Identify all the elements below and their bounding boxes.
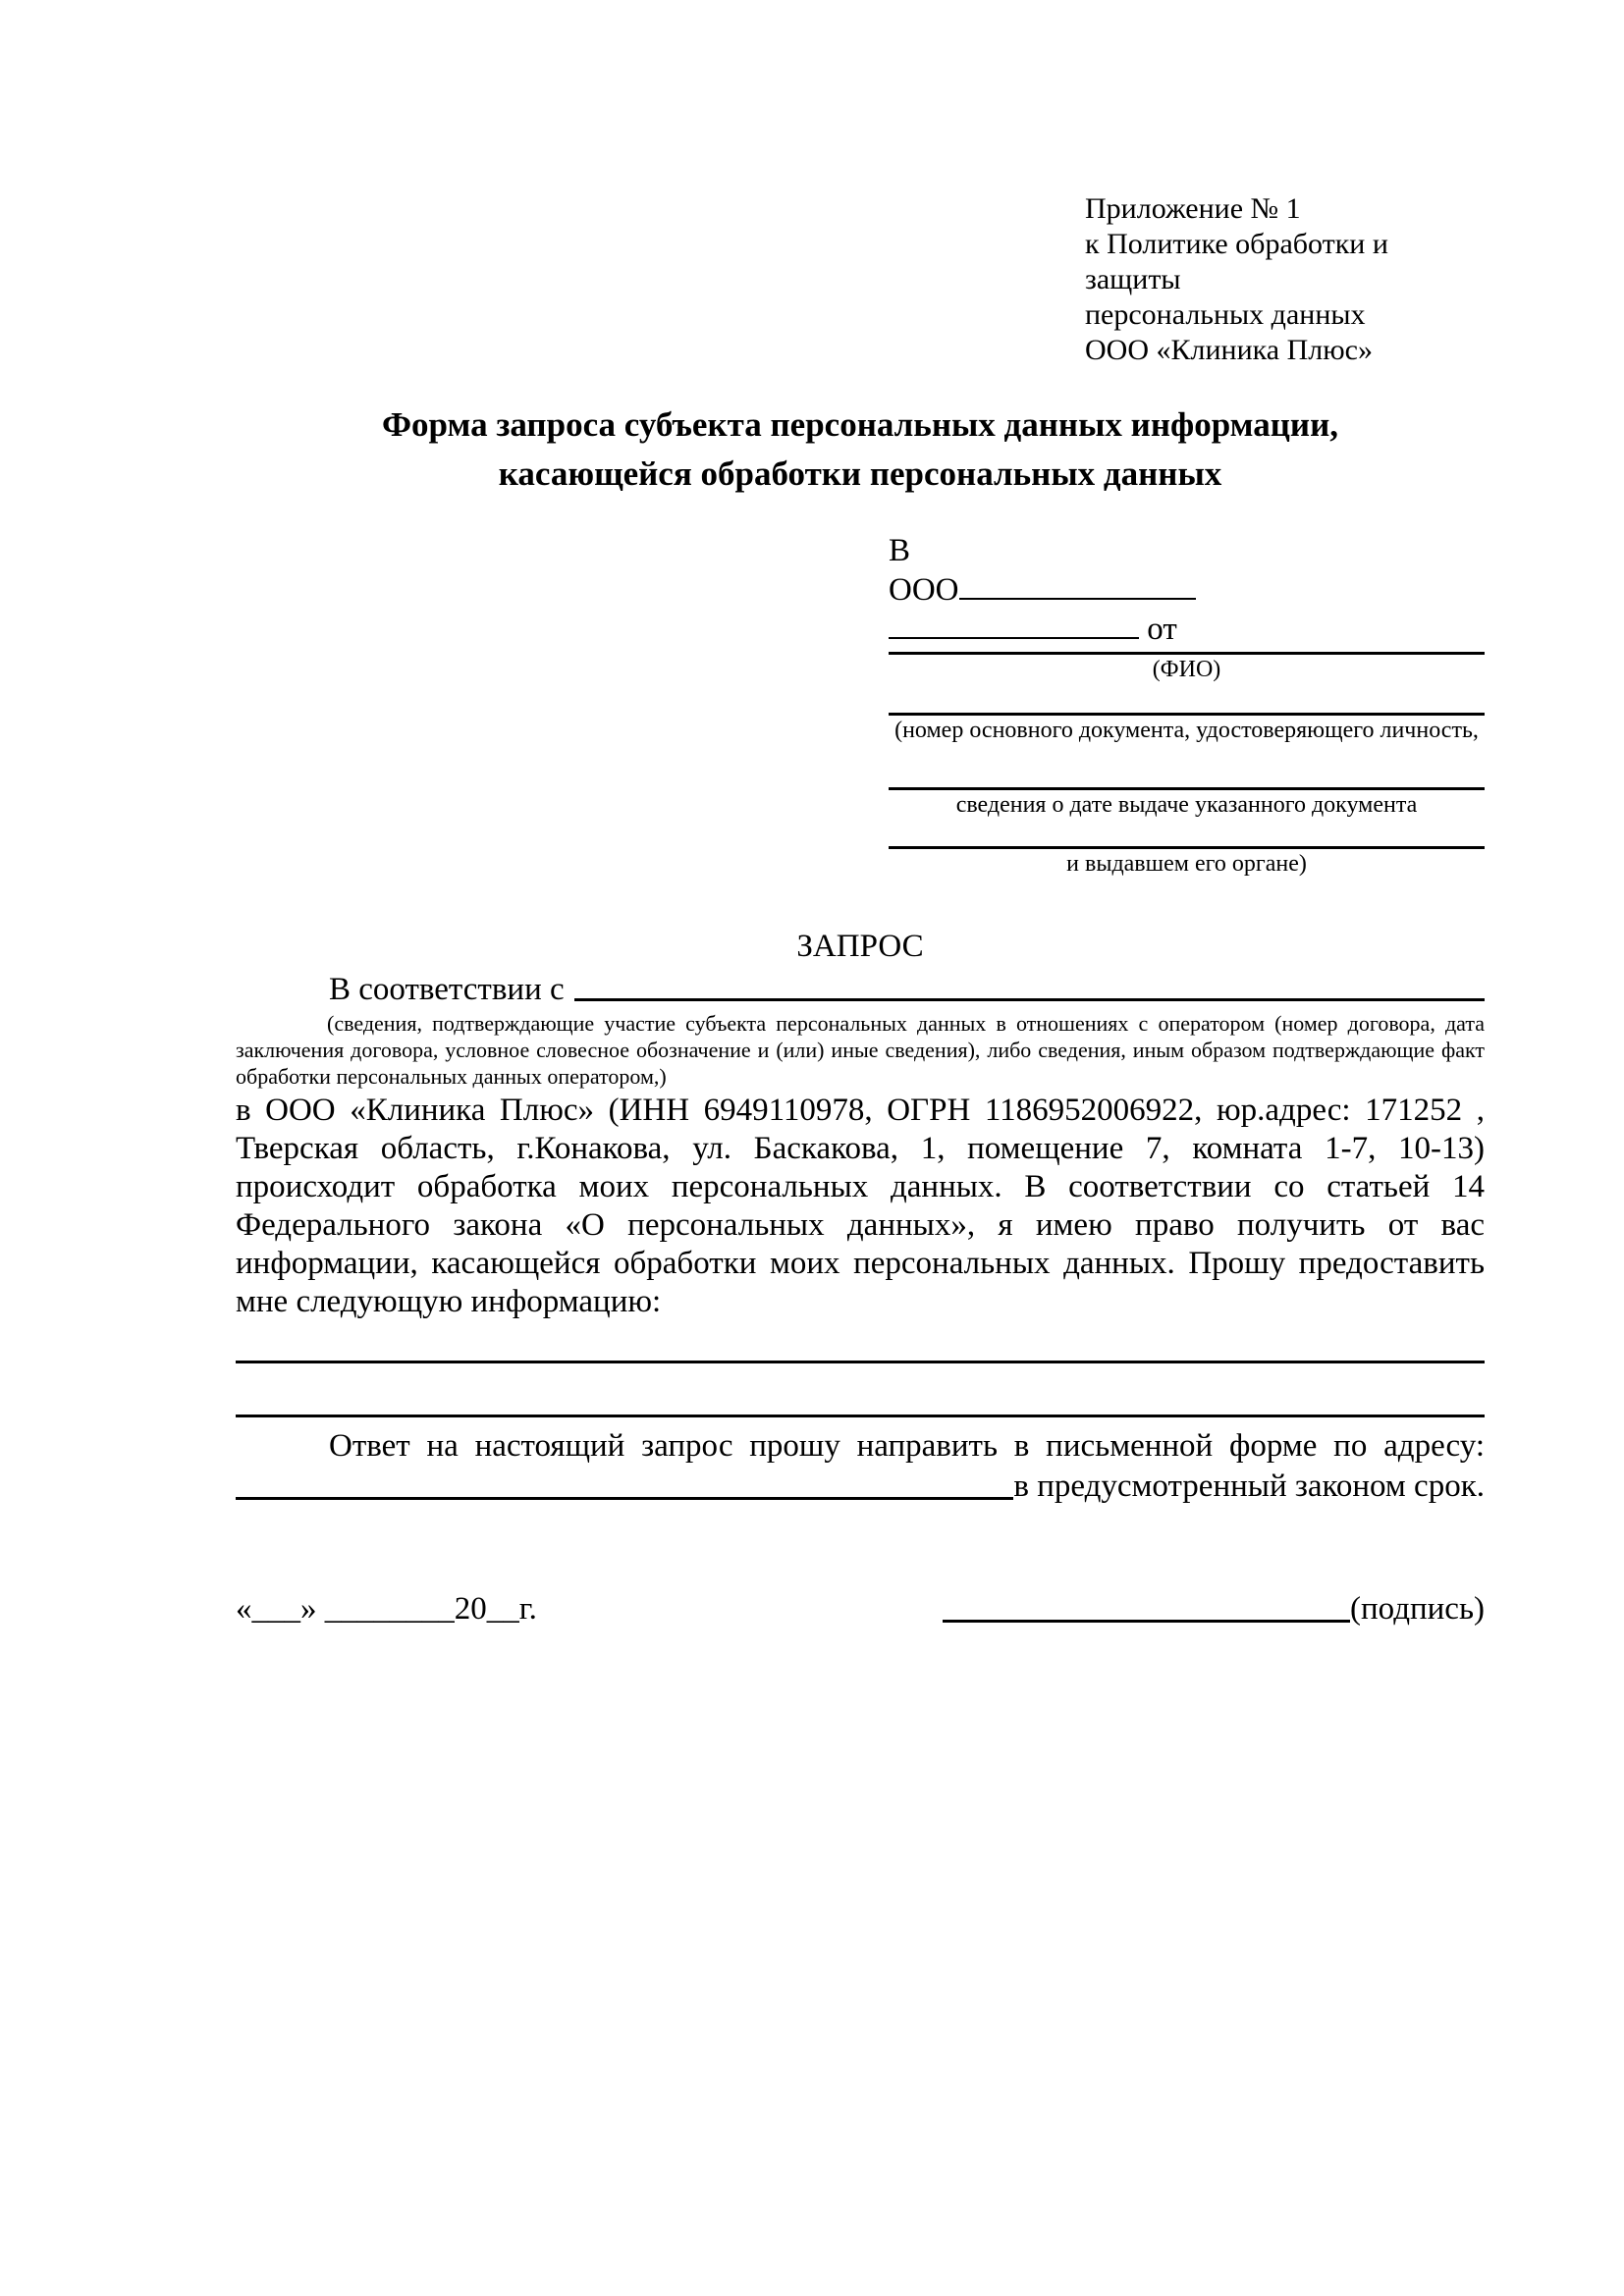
appendix-header-line: Приложение № 1 bbox=[1085, 192, 1301, 225]
from-row bbox=[889, 610, 1485, 649]
basis-footnote: (сведения, подтверждающие участие субъекта персональных данных в отношениях с оператором (номер договора, дата заключения договора, условное словесное обозначение и (или) иные сведения), либо сведения, иным образом подтверждающие факт обработки персональных данных оператором,) bbox=[236, 1011, 1485, 1089]
basis-row bbox=[236, 973, 1485, 1006]
org-row bbox=[889, 570, 1485, 610]
basis-field[interactable] bbox=[574, 973, 1485, 1001]
basis-label: В соответствии с bbox=[329, 972, 565, 1007]
appendix-header-line: к Политике обработки и защиты bbox=[1085, 228, 1388, 295]
from-label: от bbox=[1147, 612, 1177, 647]
date-signature-row bbox=[236, 1589, 1485, 1629]
org-name-field[interactable] bbox=[959, 570, 1196, 600]
date-field[interactable]: «___» ________20__г. bbox=[236, 1591, 537, 1627]
request-heading: ЗАПРОС bbox=[796, 929, 924, 964]
reply-address-field[interactable] bbox=[236, 1467, 1013, 1500]
from-name-field[interactable] bbox=[889, 610, 1139, 639]
info-field-2[interactable] bbox=[236, 1415, 1485, 1417]
signature-caption: (подпись) bbox=[1350, 1591, 1485, 1627]
reply-address-row bbox=[236, 1467, 1485, 1506]
request-body: в ООО «Клиника Плюс» (ИНН 6949110978, ОГРН 1186952006922, юр.адрес: 171252 , Тверская область, г.Конакова, ул. Баскакова, 1, помещение 7, комната 1-7, 10-13) происходит обработка моих персональных данных. В соответствии со статьей 14 Федерального закона «О персональных данных», я имею право получить от вас информации, касающейся обработки моих персональных данных. Прошу предоставить мне следующую информацию: bbox=[236, 1093, 1485, 1319]
signature-field[interactable] bbox=[943, 1589, 1350, 1623]
signature-group bbox=[943, 1589, 1485, 1629]
form-title bbox=[236, 400, 1485, 499]
appendix-header-line: ООО «Клиника Плюс» bbox=[1085, 334, 1373, 366]
org-prefix-label: ООО bbox=[889, 572, 959, 608]
reply-tail: в предусмотренный законом срок. bbox=[1013, 1468, 1485, 1504]
appendix-header-line: персональных данных bbox=[1085, 298, 1366, 331]
issuer-caption: и выдавшем его органе) bbox=[1066, 851, 1307, 877]
form-title-line-2: касающейся обработки персональных данных bbox=[498, 454, 1222, 493]
reply-paragraph: Ответ на настоящий запрос прошу направить в письменной форме по адресу: bbox=[329, 1428, 1485, 1464]
issue-date-caption: сведения о дате выдаче указанного документа bbox=[955, 792, 1418, 818]
addressee-to-label: В bbox=[889, 533, 911, 568]
id-doc-caption: (номер основного документа, удостоверяющего личность, bbox=[894, 718, 1479, 743]
appendix-header bbox=[1085, 191, 1485, 368]
fio-caption: (ФИО) bbox=[1152, 657, 1221, 682]
info-field-1[interactable] bbox=[236, 1361, 1485, 1363]
form-title-line-1: Форма запроса субъекта персональных данных информации, bbox=[381, 405, 1339, 444]
addressee-block bbox=[889, 531, 1485, 879]
